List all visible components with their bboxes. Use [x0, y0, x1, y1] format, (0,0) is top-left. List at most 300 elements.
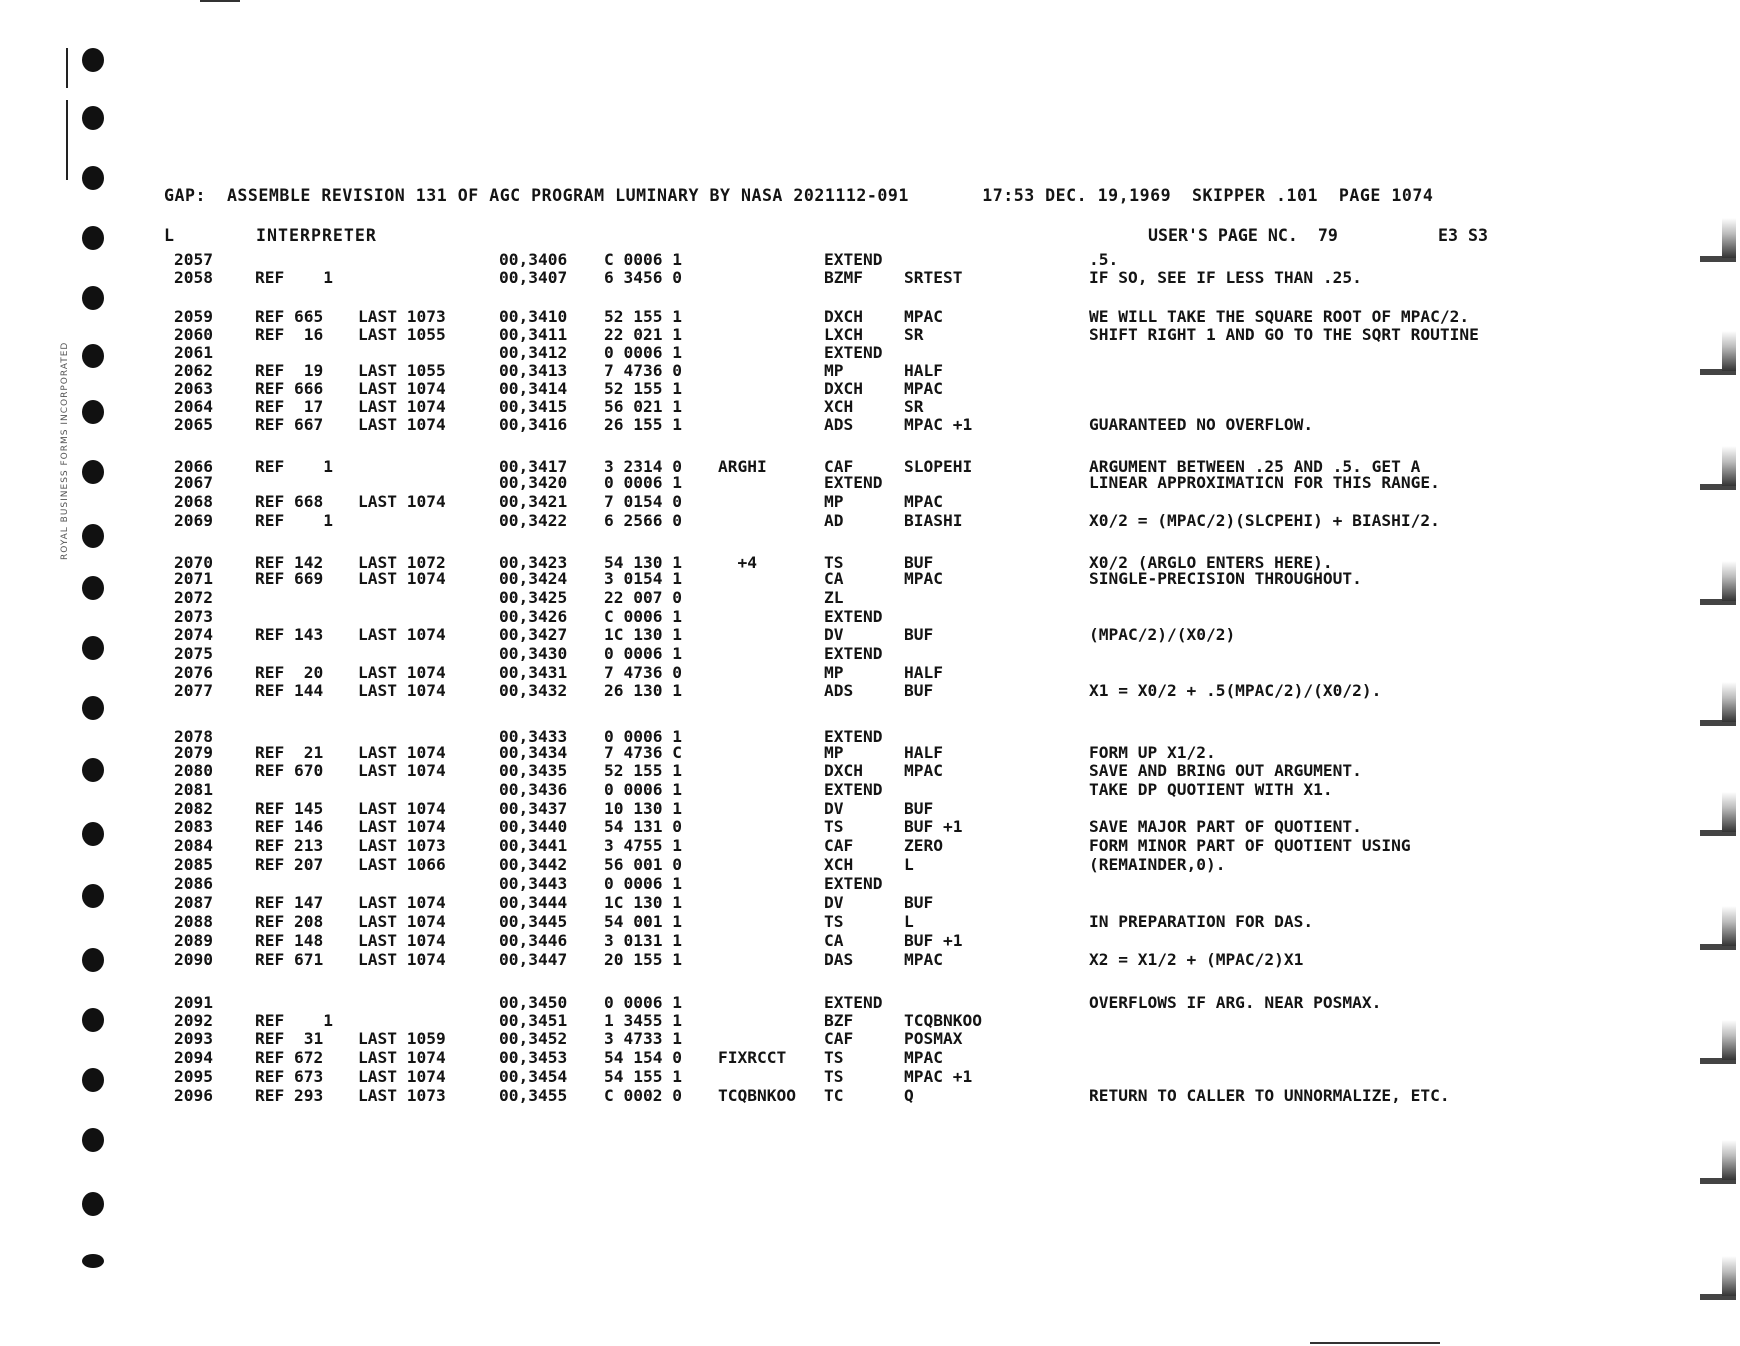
user-page-number: USER'S PAGE NC. 79: [1148, 226, 1338, 245]
octal-word: 54 001 1: [604, 912, 682, 931]
last-field: LAST 1074: [358, 1048, 446, 1067]
last-field: LAST 1066: [358, 855, 446, 874]
section-title: INTERPRETER: [256, 226, 377, 245]
last-field: LAST 1074: [358, 799, 446, 818]
binder-hole: [82, 1068, 104, 1092]
feed-mark: [1698, 1134, 1736, 1184]
line-number: 2057: [174, 250, 213, 269]
ref-field: REF 1: [255, 268, 333, 287]
octal-word: 7 4736 0: [604, 663, 682, 682]
line-number: 2063: [174, 379, 213, 398]
octal-word: 0 0006 1: [604, 780, 682, 799]
last-field: LAST 1074: [358, 743, 446, 762]
comment-field: SHIFT RIGHT 1 AND GO TO THE SQRT ROUTINE: [1089, 325, 1479, 344]
feed-mark: [1698, 1014, 1736, 1064]
ref-field: REF 666: [255, 379, 324, 398]
ref-field: REF 1: [255, 1011, 333, 1030]
address-field: 00,3451: [499, 1011, 568, 1030]
feed-mark: [1698, 1250, 1736, 1300]
binder-hole: [82, 1254, 104, 1268]
opcode-field: TS: [824, 1067, 844, 1086]
ref-field: REF 670: [255, 761, 324, 780]
address-field: 00,3453: [499, 1048, 568, 1067]
binder-hole: [82, 524, 104, 548]
operand-field: BUF: [904, 799, 934, 818]
address-field: 00,3434: [499, 743, 568, 762]
binder-hole: [82, 696, 104, 720]
binder-holes: [82, 44, 108, 1344]
binder-hole: [82, 1008, 104, 1032]
address-field: 00,3427: [499, 625, 568, 644]
octal-word: 54 130 1: [604, 553, 682, 572]
line-number: 2067: [174, 473, 213, 492]
opcode-field: AD: [824, 511, 844, 530]
opcode-field: MP: [824, 743, 844, 762]
line-number: 2085: [174, 855, 213, 874]
feed-mark: [1698, 325, 1736, 375]
address-field: 00,3424: [499, 569, 568, 588]
opcode-field: EXTEND: [824, 343, 883, 362]
line-number: 2059: [174, 307, 213, 326]
opcode-field: EXTEND: [824, 780, 883, 799]
octal-word: 20 155 1: [604, 950, 682, 969]
line-number: 2089: [174, 931, 213, 950]
address-field: 00,3432: [499, 681, 568, 700]
opcode-field: ADS: [824, 681, 854, 700]
opcode-field: DXCH: [824, 761, 863, 780]
opcode-field: TS: [824, 553, 844, 572]
opcode-field: EXTEND: [824, 727, 883, 746]
opcode-field: DXCH: [824, 307, 863, 326]
label-field: +4: [718, 553, 757, 572]
octal-word: 22 007 0: [604, 588, 682, 607]
opcode-field: LXCH: [824, 325, 863, 344]
last-field: LAST 1074: [358, 893, 446, 912]
line-number: 2090: [174, 950, 213, 969]
address-field: 00,3433: [499, 727, 568, 746]
octal-word: 1C 130 1: [604, 625, 682, 644]
address-field: 00,3417: [499, 457, 568, 476]
opcode-field: CAF: [824, 836, 854, 855]
feed-mark: [1698, 676, 1736, 726]
opcode-field: XCH: [824, 397, 854, 416]
opcode-field: EXTEND: [824, 874, 883, 893]
line-number: 2087: [174, 893, 213, 912]
octal-word: 7 0154 0: [604, 492, 682, 511]
line-number: 2076: [174, 663, 213, 682]
octal-word: 10 130 1: [604, 799, 682, 818]
bottom-rule: [1310, 1342, 1440, 1344]
feed-mark: [1698, 786, 1736, 836]
comment-field: IF SO, SEE IF LESS THAN .25.: [1089, 268, 1362, 287]
address-field: 00,3426: [499, 607, 568, 626]
ref-field: REF 669: [255, 569, 324, 588]
comment-field: SAVE MAJOR PART OF QUOTIENT.: [1089, 817, 1362, 836]
operand-field: MPAC: [904, 950, 943, 969]
address-field: 00,3446: [499, 931, 568, 950]
last-field: LAST 1074: [358, 397, 446, 416]
opcode-field: DAS: [824, 950, 854, 969]
opcode-field: EXTEND: [824, 250, 883, 269]
last-field: LAST 1072: [358, 553, 446, 572]
ref-field: REF 142: [255, 553, 324, 572]
binder-hole: [82, 576, 104, 600]
comment-field: X2 = X1/2 + (MPAC/2)X1: [1089, 950, 1304, 969]
address-field: 00,3414: [499, 379, 568, 398]
octal-word: 0 0006 1: [604, 343, 682, 362]
label-field: FIXRCCT: [718, 1048, 787, 1067]
page-code: E3 S3: [1438, 226, 1488, 245]
feed-mark: [1698, 555, 1736, 605]
feed-mark: [1698, 900, 1736, 950]
last-field: LAST 1074: [358, 625, 446, 644]
line-number: 2080: [174, 761, 213, 780]
comment-field: X1 = X0/2 + .5(MPAC/2)/(X0/2).: [1089, 681, 1382, 700]
feed-mark: [1698, 212, 1736, 262]
address-field: 00,3422: [499, 511, 568, 530]
octal-word: 0 0006 1: [604, 644, 682, 663]
binder-hole: [82, 48, 104, 72]
opcode-field: EXTEND: [824, 607, 883, 626]
last-field: LAST 1074: [358, 663, 446, 682]
address-field: 00,3443: [499, 874, 568, 893]
ref-field: REF 1: [255, 457, 333, 476]
address-field: 00,3423: [499, 553, 568, 572]
octal-word: 52 155 1: [604, 307, 682, 326]
line-number: 2088: [174, 912, 213, 931]
operand-field: BUF +1: [904, 817, 963, 836]
octal-word: 0 0006 1: [604, 874, 682, 893]
ref-field: REF 672: [255, 1048, 324, 1067]
line-number: 2079: [174, 743, 213, 762]
ref-field: REF 20: [255, 663, 324, 682]
ref-field: REF 148: [255, 931, 324, 950]
line-number: 2093: [174, 1029, 213, 1048]
opcode-field: CAF: [824, 1029, 854, 1048]
ref-field: REF 673: [255, 1067, 324, 1086]
ref-field: REF 668: [255, 492, 324, 511]
opcode-field: MP: [824, 663, 844, 682]
last-field: LAST 1073: [358, 836, 446, 855]
opcode-field: DXCH: [824, 379, 863, 398]
opcode-field: MP: [824, 492, 844, 511]
line-number: 2064: [174, 397, 213, 416]
operand-field: SRTEST: [904, 268, 963, 287]
operand-field: Q: [904, 1086, 914, 1105]
line-number: 2091: [174, 993, 213, 1012]
address-field: 00,3406: [499, 250, 568, 269]
operand-field: BUF: [904, 625, 934, 644]
opcode-field: TC: [824, 1086, 844, 1105]
octal-word: C 0006 1: [604, 250, 682, 269]
octal-word: 0 0006 1: [604, 993, 682, 1012]
last-field: LAST 1074: [358, 931, 446, 950]
line-number: 2092: [174, 1011, 213, 1030]
opcode-field: BZF: [824, 1011, 854, 1030]
opcode-field: EXTEND: [824, 644, 883, 663]
binder-hole: [82, 1192, 104, 1216]
operand-field: L: [904, 912, 914, 931]
last-field: LAST 1055: [358, 325, 446, 344]
ref-field: REF 1: [255, 511, 333, 530]
comment-field: OVERFLOWS IF ARG. NEAR POSMAX.: [1089, 993, 1382, 1012]
comment-field: (REMAINDER,0).: [1089, 855, 1226, 874]
opcode-field: EXTEND: [824, 993, 883, 1012]
binder-hole: [82, 286, 104, 310]
ref-field: REF 147: [255, 893, 324, 912]
opcode-field: TS: [824, 1048, 844, 1067]
last-field: LAST 1073: [358, 1086, 446, 1105]
line-number: 2086: [174, 874, 213, 893]
operand-field: HALF: [904, 663, 943, 682]
address-field: 00,3416: [499, 415, 568, 434]
address-field: 00,3410: [499, 307, 568, 326]
opcode-field: BZMF: [824, 268, 863, 287]
line-number: 2070: [174, 553, 213, 572]
ref-field: REF 31: [255, 1029, 324, 1048]
comment-field: LINEAR APPROXIMATICN FOR THIS RANGE.: [1089, 473, 1440, 492]
address-field: 00,3421: [499, 492, 568, 511]
octal-word: C 0002 0: [604, 1086, 682, 1105]
octal-word: 3 4755 1: [604, 836, 682, 855]
operand-field: MPAC: [904, 761, 943, 780]
address-field: 00,3407: [499, 268, 568, 287]
comment-field: GUARANTEED NO OVERFLOW.: [1089, 415, 1314, 434]
ref-field: REF 21: [255, 743, 324, 762]
listing-header: GAP: ASSEMBLE REVISION 131 OF AGC PROGRAM LUMINARY BY NASA 2021112-091 17:53 DEC. 19,1969 SKIPPER .101 PAGE 1074: [164, 186, 1434, 205]
line-number: 2094: [174, 1048, 213, 1067]
margin-text: ROYAL BUSINESS FORMS INCORPORATED: [60, 341, 70, 560]
octal-word: 26 155 1: [604, 415, 682, 434]
operand-field: L: [904, 855, 914, 874]
comment-field: WE WILL TAKE THE SQUARE ROOT OF MPAC/2.: [1089, 307, 1470, 326]
ref-field: REF 671: [255, 950, 324, 969]
octal-word: 54 155 1: [604, 1067, 682, 1086]
ref-field: REF 143: [255, 625, 324, 644]
comment-field: TAKE DP QUOTIENT WITH X1.: [1089, 780, 1333, 799]
binder-hole: [82, 106, 104, 130]
line-number: 2061: [174, 343, 213, 362]
octal-word: 54 154 0: [604, 1048, 682, 1067]
octal-word: 52 155 1: [604, 761, 682, 780]
address-field: 00,3450: [499, 993, 568, 1012]
last-field: LAST 1074: [358, 569, 446, 588]
binder-hole: [82, 1128, 104, 1152]
address-field: 00,3413: [499, 361, 568, 380]
line-number: 2074: [174, 625, 213, 644]
ref-field: REF 144: [255, 681, 324, 700]
line-number: 2072: [174, 588, 213, 607]
octal-word: 22 021 1: [604, 325, 682, 344]
octal-word: 56 021 1: [604, 397, 682, 416]
operand-field: BUF: [904, 553, 934, 572]
opcode-field: CA: [824, 569, 844, 588]
last-field: LAST 1074: [358, 912, 446, 931]
binder-hole: [82, 822, 104, 846]
octal-word: 3 0154 1: [604, 569, 682, 588]
line-number: 2077: [174, 681, 213, 700]
ref-field: REF 16: [255, 325, 324, 344]
line-number: 2062: [174, 361, 213, 380]
operand-field: SR: [904, 325, 924, 344]
line-number: 2069: [174, 511, 213, 530]
address-field: 00,3444: [499, 893, 568, 912]
operand-field: TCQBNKOO: [904, 1011, 982, 1030]
operand-field: MPAC: [904, 1048, 943, 1067]
ref-field: REF 667: [255, 415, 324, 434]
opcode-field: EXTEND: [824, 473, 883, 492]
octal-word: 56 001 0: [604, 855, 682, 874]
binder-hole: [82, 226, 104, 250]
operand-field: POSMAX: [904, 1029, 963, 1048]
address-field: 00,3420: [499, 473, 568, 492]
ref-field: REF 17: [255, 397, 324, 416]
operand-field: MPAC: [904, 569, 943, 588]
opcode-field: DV: [824, 893, 844, 912]
ref-field: REF 665: [255, 307, 324, 326]
operand-field: MPAC: [904, 379, 943, 398]
comment-field: FORM MINOR PART OF QUOTIENT USING: [1089, 836, 1411, 855]
octal-word: 0 0006 1: [604, 473, 682, 492]
address-field: 00,3454: [499, 1067, 568, 1086]
label-field: ARGHI: [718, 457, 767, 476]
address-field: 00,3431: [499, 663, 568, 682]
line-number: 2083: [174, 817, 213, 836]
ref-field: REF 213: [255, 836, 324, 855]
operand-field: BIASHI: [904, 511, 963, 530]
margin-line: [66, 100, 68, 180]
octal-word: 6 3456 0: [604, 268, 682, 287]
octal-word: 7 4736 C: [604, 743, 682, 762]
address-field: 00,3455: [499, 1086, 568, 1105]
ref-field: REF 146: [255, 817, 324, 836]
line-number: 2071: [174, 569, 213, 588]
octal-word: 52 155 1: [604, 379, 682, 398]
ref-field: REF 208: [255, 912, 324, 931]
comment-field: SINGLE-PRECISION THROUGHOUT.: [1089, 569, 1362, 588]
last-field: LAST 1074: [358, 761, 446, 780]
last-field: LAST 1074: [358, 492, 446, 511]
opcode-field: ADS: [824, 415, 854, 434]
line-number: 2066: [174, 457, 213, 476]
octal-word: 1 3455 1: [604, 1011, 682, 1030]
comment-field: ARGUMENT BETWEEN .25 AND .5. GET A: [1089, 457, 1421, 476]
operand-field: SLOPEHI: [904, 457, 973, 476]
opcode-field: DV: [824, 625, 844, 644]
top-rule: [200, 0, 240, 2]
line-number: 2058: [174, 268, 213, 287]
operand-field: HALF: [904, 743, 943, 762]
address-field: 00,3445: [499, 912, 568, 931]
last-field: LAST 1074: [358, 950, 446, 969]
operand-field: MPAC +1: [904, 1067, 973, 1086]
comment-field: FORM UP X1/2.: [1089, 743, 1216, 762]
address-field: 00,3435: [499, 761, 568, 780]
line-number: 2073: [174, 607, 213, 626]
last-field: LAST 1074: [358, 379, 446, 398]
octal-word: 26 130 1: [604, 681, 682, 700]
opcode-field: DV: [824, 799, 844, 818]
ref-field: REF 19: [255, 361, 324, 380]
binder-hole: [82, 948, 104, 972]
opcode-field: XCH: [824, 855, 854, 874]
operand-field: MPAC: [904, 307, 943, 326]
ref-field: REF 145: [255, 799, 324, 818]
binder-hole: [82, 636, 104, 660]
comment-field: X0/2 (ARGLO ENTERS HERE).: [1089, 553, 1333, 572]
last-field: LAST 1074: [358, 681, 446, 700]
address-field: 00,3415: [499, 397, 568, 416]
address-field: 00,3430: [499, 644, 568, 663]
operand-field: SR: [904, 397, 924, 416]
operand-field: BUF +1: [904, 931, 963, 950]
line-number: 2095: [174, 1067, 213, 1086]
line-number: 2081: [174, 780, 213, 799]
binder-hole: [82, 400, 104, 424]
operand-field: MPAC: [904, 492, 943, 511]
binder-hole: [82, 166, 104, 190]
last-field: LAST 1073: [358, 307, 446, 326]
address-field: 00,3436: [499, 780, 568, 799]
opcode-field: ZL: [824, 588, 844, 607]
line-number: 2096: [174, 1086, 213, 1105]
address-field: 00,3452: [499, 1029, 568, 1048]
address-field: 00,3437: [499, 799, 568, 818]
line-number: 2084: [174, 836, 213, 855]
octal-word: 3 0131 1: [604, 931, 682, 950]
line-number: 2068: [174, 492, 213, 511]
octal-word: 54 131 0: [604, 817, 682, 836]
line-number: 2078: [174, 727, 213, 746]
opcode-field: MP: [824, 361, 844, 380]
line-number: 2065: [174, 415, 213, 434]
octal-word: 3 4733 1: [604, 1029, 682, 1048]
address-field: 00,3440: [499, 817, 568, 836]
address-field: 00,3447: [499, 950, 568, 969]
ref-field: REF 207: [255, 855, 324, 874]
opcode-field: CAF: [824, 457, 854, 476]
comment-field: SAVE AND BRING OUT ARGUMENT.: [1089, 761, 1362, 780]
opcode-field: TS: [824, 817, 844, 836]
last-field: LAST 1074: [358, 817, 446, 836]
last-field: LAST 1055: [358, 361, 446, 380]
line-number: 2082: [174, 799, 213, 818]
opcode-field: CA: [824, 931, 844, 950]
address-field: 00,3442: [499, 855, 568, 874]
feed-mark: [1698, 440, 1736, 490]
octal-word: 0 0006 1: [604, 727, 682, 746]
left-marker: L: [164, 226, 174, 245]
comment-field: IN PREPARATION FOR DAS.: [1089, 912, 1314, 931]
label-field: TCQBNKOO: [718, 1086, 796, 1105]
last-field: LAST 1074: [358, 1067, 446, 1086]
address-field: 00,3412: [499, 343, 568, 362]
comment-field: X0/2 = (MPAC/2)(SLCPEHI) + BIASHI/2.: [1089, 511, 1440, 530]
address-field: 00,3441: [499, 836, 568, 855]
octal-word: 6 2566 0: [604, 511, 682, 530]
opcode-field: TS: [824, 912, 844, 931]
operand-field: BUF: [904, 893, 934, 912]
octal-word: C 0006 1: [604, 607, 682, 626]
operand-field: MPAC +1: [904, 415, 973, 434]
octal-word: 3 2314 0: [604, 457, 682, 476]
binder-hole: [82, 758, 104, 782]
comment-field: RETURN TO CALLER TO UNNORMALIZE, ETC.: [1089, 1086, 1450, 1105]
operand-field: BUF: [904, 681, 934, 700]
address-field: 00,3411: [499, 325, 568, 344]
last-field: LAST 1074: [358, 415, 446, 434]
comment-field: (MPAC/2)/(X0/2): [1089, 625, 1236, 644]
